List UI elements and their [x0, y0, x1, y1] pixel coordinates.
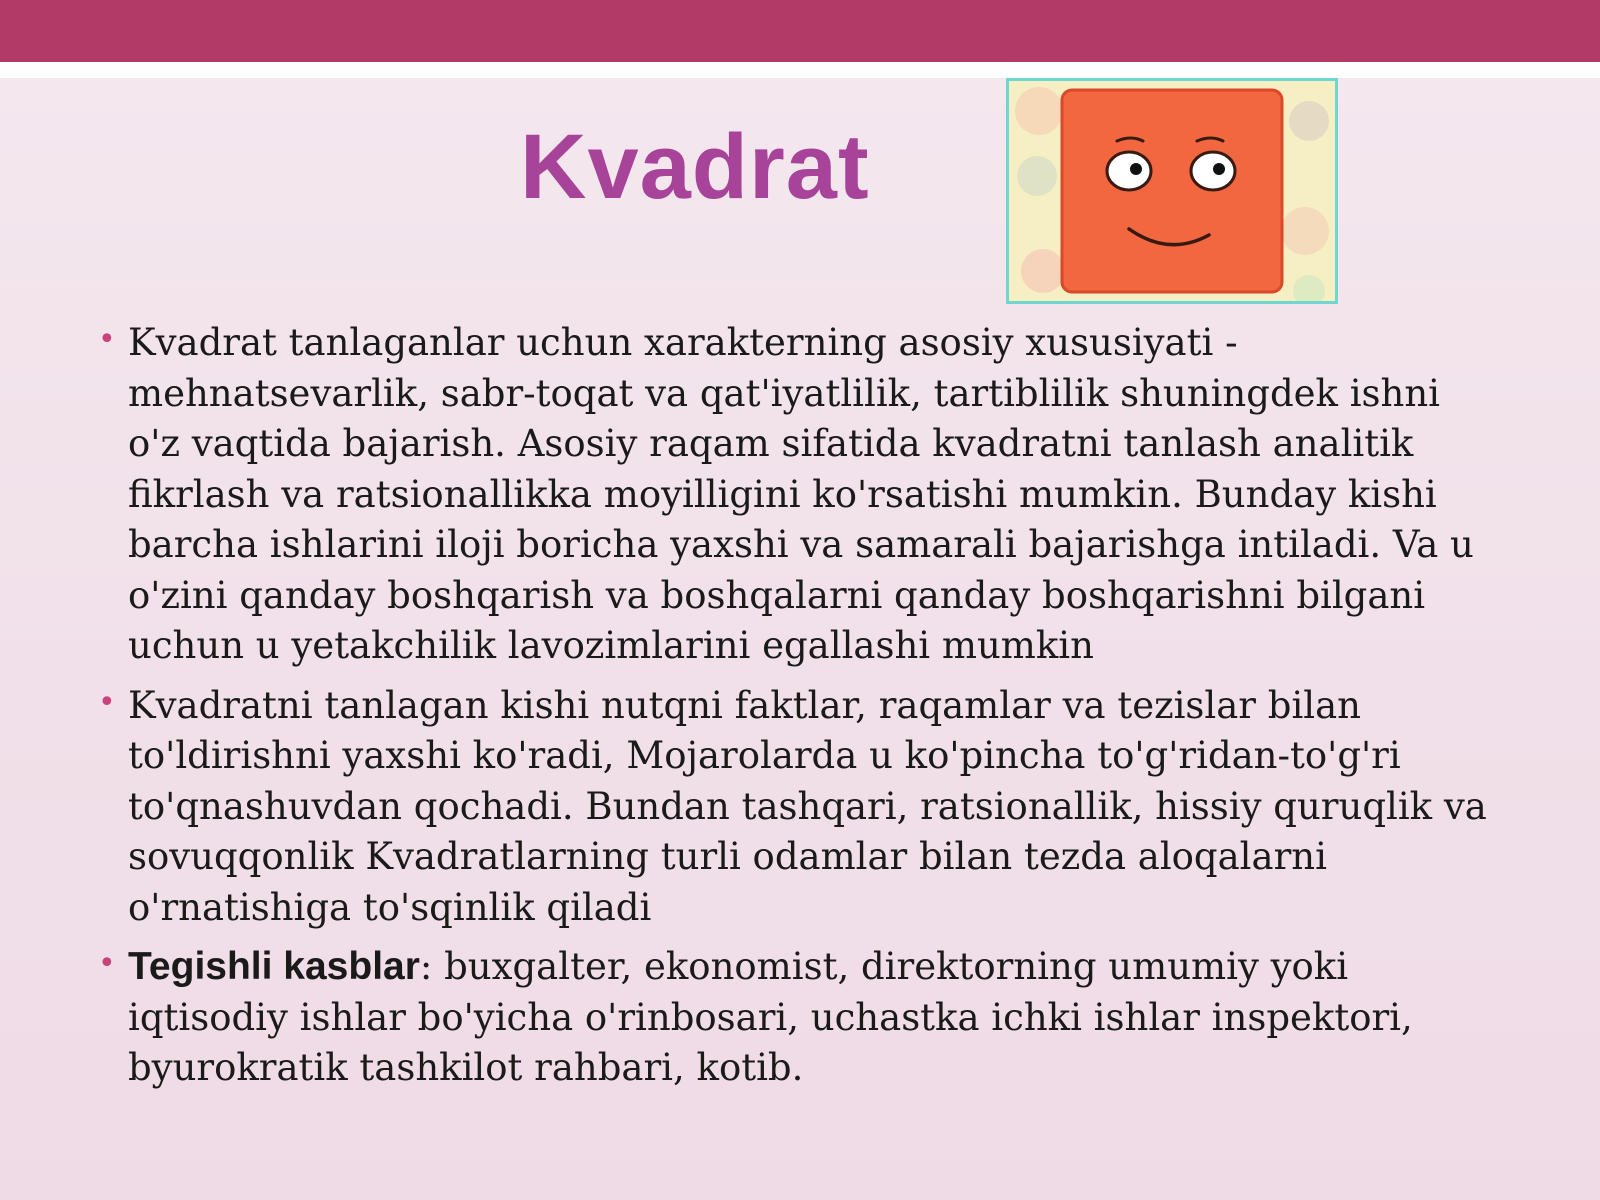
smiling-square-face-icon	[1006, 78, 1338, 304]
bullet-list	[96, 318, 1496, 1094]
bullet-marker-icon: •	[98, 684, 116, 720]
bullet-lead: Tegishli kasblar	[128, 945, 420, 988]
top-divider	[0, 62, 1600, 78]
bullet-item	[96, 681, 1496, 934]
bullet-text: : buxgalter, ekonomist, direktorning umumiy yoki iqtisodiy ishlar bo'yicha o'rinbosari, uchastka ichki ishlar inspektori, byurokratik tashkilot rahbari, kotib.	[128, 945, 1413, 1089]
bullet-marker-icon: •	[98, 946, 116, 981]
top-accent-bar	[0, 0, 1600, 62]
bullet-text: Kvadratni tanlagan kishi nutqni faktlar, raqamlar va tezislar bilan to'ldirishni yaxshi ko'radi, Mojarolarda u ko'pincha to'g'ridan-to'g'ri to'qnashuvdan qochadi. Bundan tashqari, ratsionallik, hissiy quruqlik va sovuqqonlik Kvadratlarning turli odamlar bilan tezda aloqalarni o'rnatishiga to'sqinlik qiladi	[128, 683, 1487, 929]
bullet-item	[96, 318, 1496, 672]
bullet-item	[96, 942, 1496, 1094]
bullet-text: Kvadrat tanlaganlar uchun xarakterning asosiy xususiyati - mehnatsevarlik, sabr-toqat va qat'iyatlilik, tartiblilik shuningdek ishni o'z vaqtida bajarish. Asosiy raqam sifatida kvadratni tanlash analitik fikrlash va ratsionallikka moyilligini ko'rsatishi mumkin. Bunday kishi barcha ishlarini iloji boricha yaxshi va samarali bajarishga intiladi. Va u o'zini qanday boshqarish va boshqalarni qanday boshqarishni bilgani uchun u yetakchilik lavozimlarini egallashi mumkin	[128, 321, 1474, 667]
bullet-content	[96, 318, 1496, 1103]
slide-title: Kvadrat	[520, 116, 870, 218]
bullet-marker-icon: •	[98, 322, 116, 357]
